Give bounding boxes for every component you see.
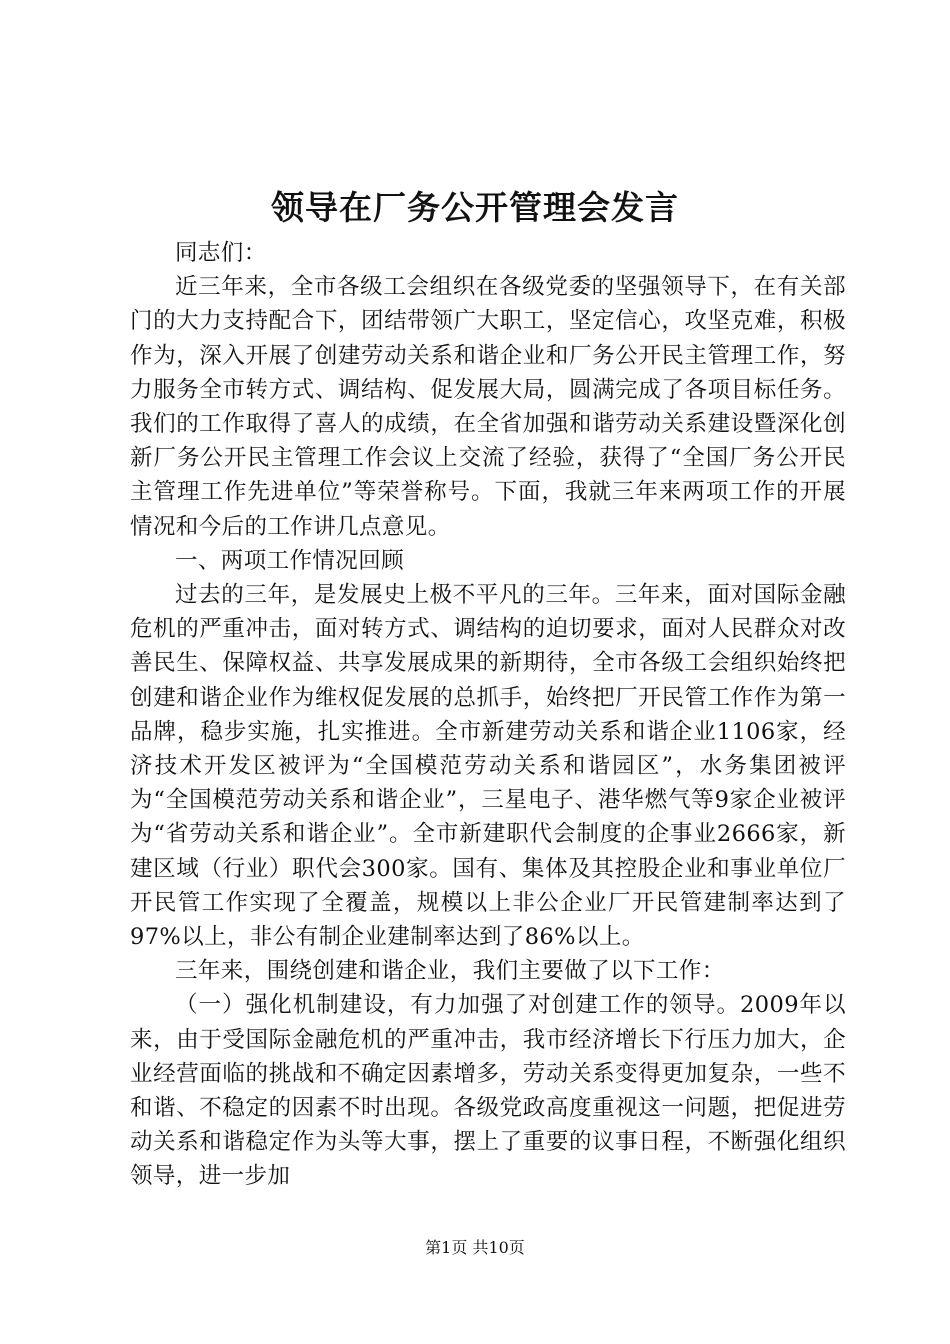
paragraph-intro: 近三年来，全市各级工会组织在各级党委的坚强领导下，在有关部门的大力支持配合下，团结带领广大职工，坚定信心，攻坚克难，积极作为，深入开展了创建劳动关系和谐企业和厂务公开民主管理工作，努力服务全市转方式、调结构、促发展大局，圆满完成了各项目标任务。我们的工作取得了喜人的成绩，在全省加强和谐劳动关系建设暨深化创新厂务公开民主管理工作会议上交流了经验，获得了“全国厂务公开民主管理工作先进单位”等荣誉称号。下面，我就三年来两项工作的开展情况和今后的工作讲几点意见。 xyxy=(130,274,846,540)
paragraph-review: 过去的三年，是发展史上极不平凡的三年。三年来，面对国际金融危机的严重冲击，面对转方式、调结构的迫切要求，面对人民群众对改善民生、保障权益、共享发展成果的新期待，全市各级工会组织始终把创建和谐企业作为维权促发展的总抓手，始终把厂开民管工作作为第一品牌，稳步实施，扎实推进。全市新建劳动关系和谐企业1106家，经济技术开发区被评为“全国模范劳动关系和谐园区”，水务集团被评为“全国模范劳动关系和谐企业”，三星电子、港华燃气等9家企业被评为“省劳动关系和谐企业”。全市新建职代会制度的企事业2666家，新建区域（行业）职代会300家。国有、集体及其控股企业和事业单位厂开民管工作实现了全覆盖，规模以上非公企业厂开民管建制率达到了97%以上，非公有制企业建制率达到了86%以上。 xyxy=(130,582,846,951)
section-heading-review: 一、两项工作情况回顾 xyxy=(175,547,405,574)
paragraph-summary-lead: 三年来，围绕创建和谐企业，我们主要做了以下工作： xyxy=(175,958,725,985)
paragraph-salutation: 同志们： xyxy=(175,240,267,266)
document-body xyxy=(130,236,846,1194)
page-number-footer: 第1页 共10页 xyxy=(425,1238,525,1257)
paragraph-item-one: （一）强化机制建设，有力加强了对创建工作的领导。2009年以来，由于受国际金融危机的严重冲击，我市经济增长下行压力加大，企业经营面临的挑战和不确定因素增多，劳动关系变得更加复杂，一些不和谐、不稳定的因素不时出现。各级党政高度重视这一问题，把促进劳动关系和谐稳定作为头等大事，摆上了重要的议事日程，不断强化组织领导，进一步加 xyxy=(130,992,846,1190)
document-title: 领导在厂务公开管理会发言 xyxy=(271,188,679,227)
